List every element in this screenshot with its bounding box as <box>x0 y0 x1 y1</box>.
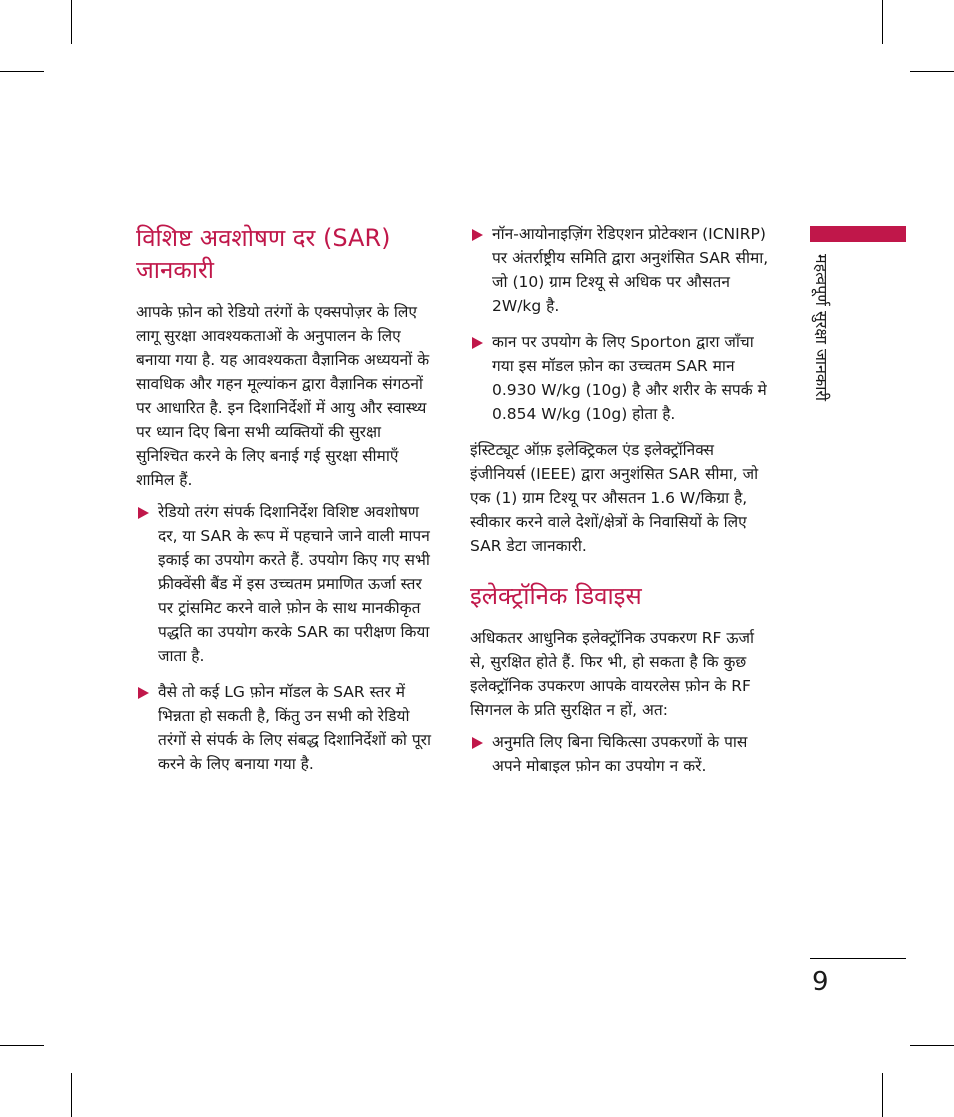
bullet-text: नॉन-आयोनाइज़िंग रेडिएशन प्रोटेक्शन (ICNIRP) पर अंतर्राष्ट्रीय समिति द्वारा अनुशंसित SAR सीमा, जो (10) ग्राम टिश्यू से अधिक पर औसतन 2W/kg है. <box>492 225 769 315</box>
electronic-devices-heading: इलेक्ट्रॉनिक डिवाइस <box>470 582 642 610</box>
bullet-text: रेडियो तरंग संपर्क दिशानिर्देश विशिष्ट अवशोषण दर, या SAR के रूप में पहचाने जाने वाली मापन इकाई का उपयोग करते हैं. उपयोग किए गए सभी फ्रीक्वेंसी बैंड में इस उच्चतम प्रमाणित ऊर्जा स्तर पर ट्रांसमिट करने वाले फ़ोन के साथ मानकीकृत पद्धति का उपयोग करके SAR का परीक्षण किया जाता है. <box>158 503 430 665</box>
bullet-arrow-icon <box>138 507 149 519</box>
bullet-item <box>470 222 770 318</box>
bullet-item <box>136 680 436 776</box>
sar-limit-list <box>470 222 770 426</box>
right-column <box>470 222 770 790</box>
sar-bullet-list <box>136 500 436 776</box>
bullet-arrow-icon <box>472 737 483 749</box>
left-column <box>136 222 436 788</box>
bullet-arrow-icon <box>472 229 483 241</box>
ieee-paragraph: इंस्टिट्यूट ऑफ़ इलेक्ट्रिकल एंड इलेक्ट्रॉनिक्स इंजीनियर्स (IEEE) द्वारा अनुशंसित SAR सीमा, जो एक (1) ग्राम टिश्यू पर औसतन 1.6 W/किग्रा है, स्वीकार करने वाले देशों/क्षेत्रों के निवासियों के लिए SAR डेटा जानकारी. <box>470 441 759 555</box>
sar-heading: विशिष्ट अवशोषण दर (SAR) जानकारी <box>136 224 391 284</box>
crop-mark <box>910 1045 954 1046</box>
bullet-item <box>470 330 770 426</box>
side-tab-label: महत्वपूर्ण सुरक्षा जानकारी <box>812 254 831 402</box>
bullet-text: वैसे तो कई LG फ़ोन मॉडल के SAR स्तर में भिन्नता हो सकती है, किंतु उन सभी को रेडियो तरंगों से संपर्क के लिए संबद्ध दिशानिर्देशों को पूरा करने के लिए बनाया गया है. <box>158 683 431 773</box>
bullet-text: कान पर उपयोग के लिए Sporton द्वारा जाँचा गया इस मॉडल फ़ोन का उच्चतम SAR मान 0.930 W/kg (10g) है और शरीर के सपर्क मे 0.854 W/kg (10g) होता है. <box>492 333 767 423</box>
bullet-item <box>470 730 770 778</box>
bullet-arrow-icon <box>138 687 149 699</box>
bullet-text: अनुमति लिए बिना चिकित्सा उपकरणों के पास अपने मोबाइल फ़ोन का उपयोग न करें. <box>492 733 748 775</box>
crop-mark <box>71 1073 72 1117</box>
electronic-devices-list <box>470 730 770 778</box>
page-number: 9 <box>812 967 829 997</box>
side-tab-bar <box>810 226 906 242</box>
page-number-rule <box>810 958 906 959</box>
electronic-devices-paragraph: अधिकतर आधुनिक इलेक्ट्रॉनिक उपकरण RF ऊर्जा से, सुरक्षित होते हैं. फिर भी, हो सकता है कि कुछ इलेक्ट्रॉनिक उपकरण आपके वायरलेस फ़ोन के RF सिगनल के प्रति सुरक्षित न हों, अत: <box>470 629 755 719</box>
crop-mark <box>882 0 883 44</box>
crop-mark <box>0 71 44 72</box>
bullet-item <box>136 500 436 668</box>
sar-intro-paragraph: आपके फ़ोन को रेडियो तरंगों के एक्सपोज़र के लिए लागू सुरक्षा आवश्यकताओं के अनुपालन के लिए बनाया गया है. यह आवश्यकता वैज्ञानिक अध्ययनों के सावधिक और गहन मूल्यांकन द्वारा वैज्ञानिक संगठनों पर आधारित है. इन दिशानिर्देशों में आयु और स्वास्थ्य पर ध्यान दिए बिना सभी व्यक्तियों की सुरक्षा सुनिश्चित करने के लिए बनाई गई सुरक्षा सीमाएँ शामिल हैं. <box>136 303 430 489</box>
crop-mark <box>0 1045 44 1046</box>
crop-mark <box>71 0 72 44</box>
bullet-arrow-icon <box>472 337 483 349</box>
crop-mark <box>882 1073 883 1117</box>
crop-mark <box>910 71 954 72</box>
